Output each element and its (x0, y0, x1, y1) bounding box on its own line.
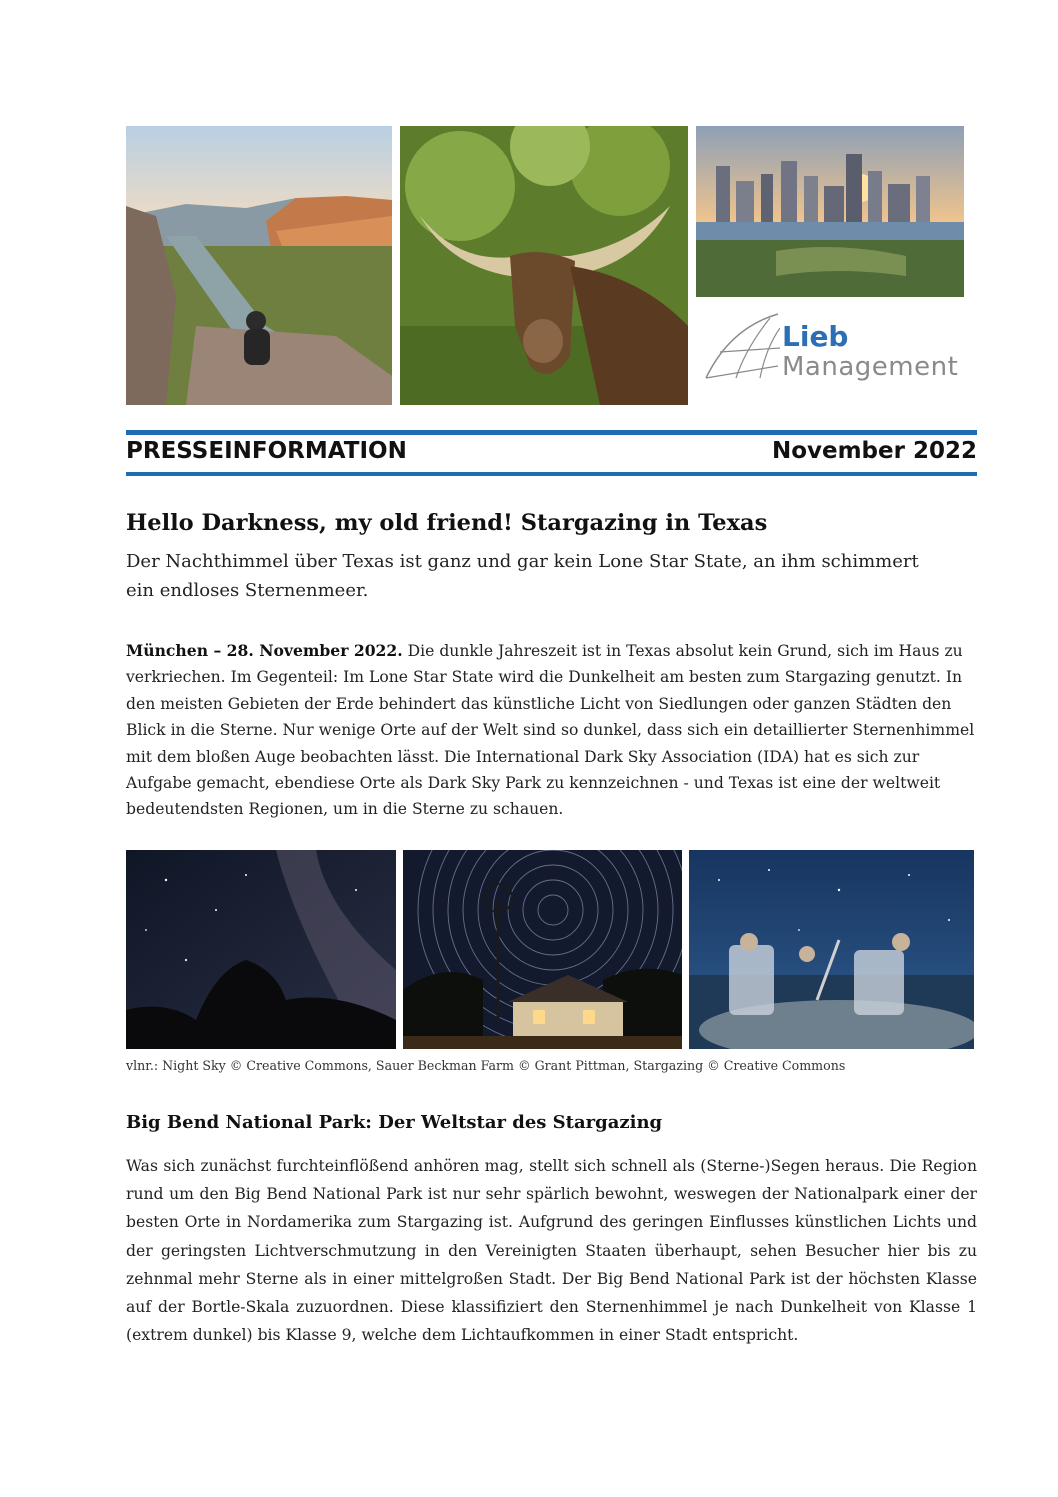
subtitle: Der Nachthimmel über Texas ist ganz und gar kein Lone Star State, an ihm schimmert ein endloses Sternenmeer. (126, 551, 919, 601)
photo-caption: vlnr.: Night Sky © Creative Commons, Sauer Beckman Farm © Grant Pittman, Stargazing © Creative Commons (126, 1058, 846, 1073)
press-label: PRESSEINFORMATION (126, 438, 407, 464)
intro-paragraph (126, 638, 977, 823)
section-paragraph: Was sich zunächst furchteinflößend anhören mag, stellt sich schnell als (Sterne-)Segen heraus. Die Region rund um den Big Bend National Park ist nur sehr spärlich bewohnt, weswegen der Nationalpark einer der besten Orte in Nordamerika zum Stargazing ist. Aufgrund des geringen Einflusses künstlichen Lichts und der geringsten Lichtverschmutzung in den Vereinigten Staaten überhaupt, sehen Besucher hier bis zu zehnmal mehr Sterne als in einer mittelgroßen Stadt. Der Big Bend National Park ist der höchsten Klasse auf der Bortle-Skala zuzuordnen. Diese klassifiziert den Sternenhimmel je nach Dunkelheit von Klasse 1 (extrem dunkel) bis Klasse 9, welche dem Lichtaufkommen in einer Stadt entspricht. (126, 1157, 977, 1345)
star-trails-photo (403, 850, 682, 1049)
logo-lieb-text: Lieb (782, 320, 849, 353)
canyon-river-photo (126, 126, 392, 405)
night-sky-photo (126, 850, 396, 1049)
logo-management-text: Management (782, 352, 959, 382)
bottom-rule (126, 472, 977, 476)
stargazing-photo (689, 850, 974, 1049)
intro-text: Die dunkle Jahreszeit ist in Texas absolut kein Grund, sich im Haus zu verkriechen. Im Gegenteil: Im Lone Star State wird die Dunkelheit am besten zum Stargazing genutzt. In den meisten Gebieten der Erde behindert das künstliche Licht von Siedlungen oder ganzen Städten den Blick in die Sterne. Nur wenige Orte auf der Welt sind so dunkel, dass sich ein detaillierter Sternenhimmel mit dem bloßen Auge beobachten lässt. Die International Dark Sky Association (IDA) hat es sich zur Aufgabe gemacht, ebendiese Orte als Dark Sky Park zu kennzeichnen - und Texas ist eine der weltweit bedeutendsten Regionen, um in die Sterne zu schauen. (126, 642, 975, 819)
dateline: München – 28. November 2022. (126, 641, 403, 660)
page-title: Hello Darkness, my old friend! Stargazing in Texas (126, 510, 768, 536)
longhorn-photo (400, 126, 688, 405)
logo-globe-icon (700, 308, 780, 388)
press-date: November 2022 (771, 438, 977, 464)
section-title: Big Bend National Park: Der Weltstar des Stargazing (126, 1112, 663, 1133)
lieb-management-logo (700, 308, 962, 404)
skyline-photo (696, 126, 964, 297)
top-rule (126, 430, 977, 435)
